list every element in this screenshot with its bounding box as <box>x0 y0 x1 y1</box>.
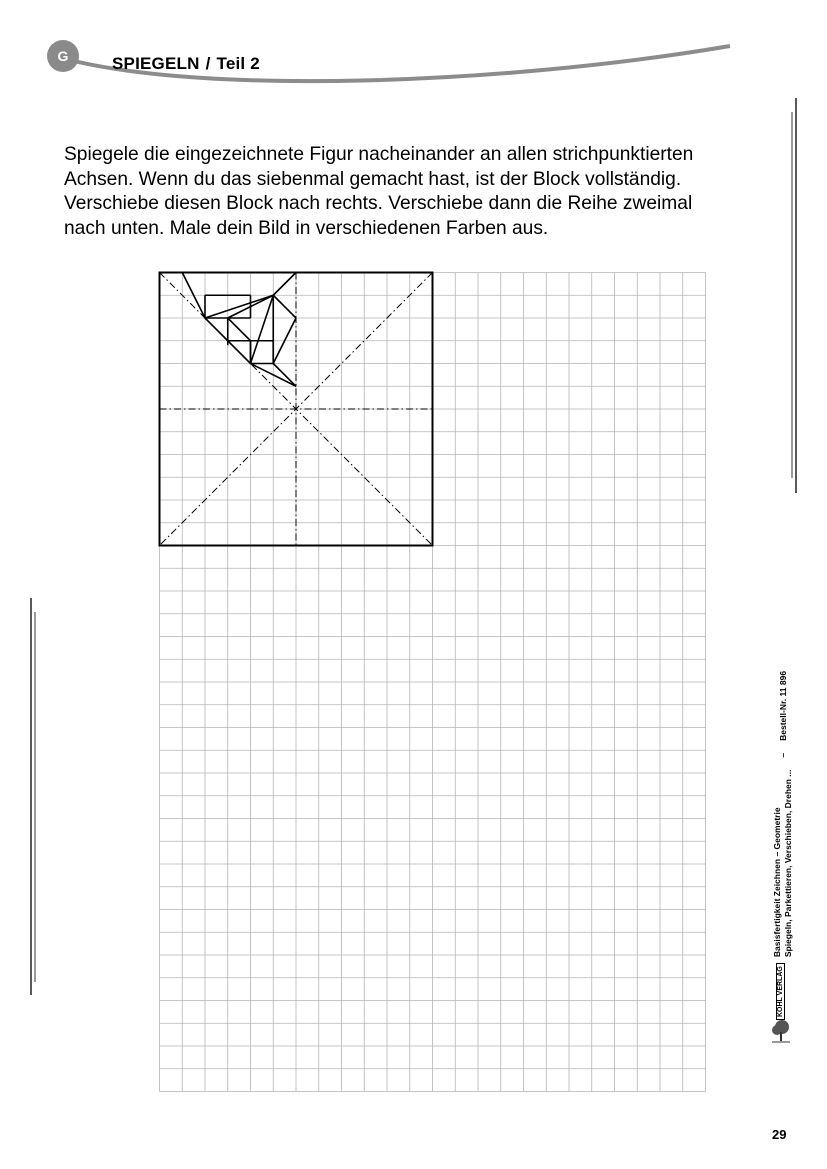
figure-segment <box>273 273 296 296</box>
instruction-line: Spiegele die eingezeichnete Figur nacheinander an allen strichpunktierten <box>64 144 694 165</box>
figure-segment <box>273 364 296 387</box>
publisher-logo-icon <box>770 1018 792 1044</box>
figure-segment <box>273 295 296 318</box>
order-number: Bestell-Nr. 11 896 <box>778 670 788 741</box>
book-title: Basisfertigkeit Zeichnen – Geometrie <box>772 807 782 958</box>
instruction-line: Achsen. Wenn du das siebenmal gemacht hast, ist der Block vollständig. <box>64 168 682 190</box>
section-badge: G <box>47 40 79 72</box>
publisher-name: KOHL VERLAG <box>776 963 785 1020</box>
figure-segment <box>228 318 251 341</box>
figure-segment <box>205 295 273 318</box>
page-number: 29 <box>772 1127 787 1142</box>
instruction-line: nach unten. Male dein Bild in verschiedenen Farben aus. <box>64 217 549 239</box>
footer-dash: – <box>778 752 788 758</box>
book-subtitle: Spiegeln, Parkettieren, Verschieben, Drehen ... <box>783 769 793 958</box>
title-main: SPIEGELN <box>112 54 200 73</box>
footer-info <box>772 671 794 1020</box>
instruction-line: Verschiebe diesen Block nach rechts. Verschiebe dann die Reihe zweimal <box>64 193 693 214</box>
title-separator: / <box>205 54 211 73</box>
title-part: Teil 2 <box>216 54 260 73</box>
